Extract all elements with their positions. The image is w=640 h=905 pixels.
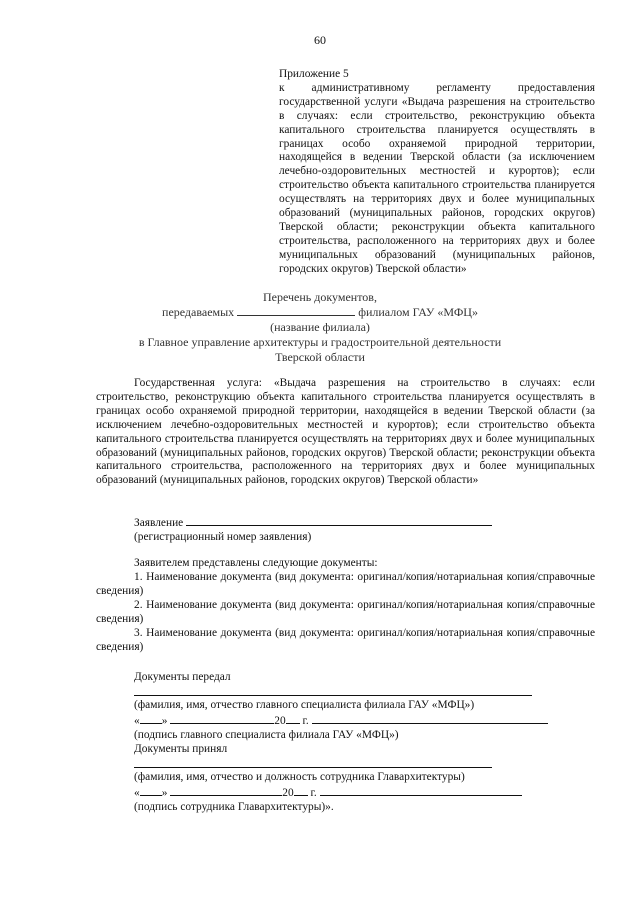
heading-prefix: передаваемых [162, 305, 235, 319]
handed-signature-blank [312, 712, 548, 724]
date-open-quote: « [134, 787, 140, 799]
month-blank [170, 784, 282, 796]
appendix-block [279, 68, 595, 277]
accepted-caption: (фамилия, имя, отчество и должность сотрудника Главархитектуры) [134, 771, 465, 783]
heading-line-3: (название филиала) [270, 320, 370, 334]
date-close-quote: » [161, 787, 168, 799]
year-suffix: г. [310, 787, 317, 799]
handed-name-blank [134, 684, 532, 696]
application-block [134, 514, 534, 544]
year-suffix: г. [302, 715, 309, 727]
accepted-signature-blank [320, 784, 522, 796]
accepted-name-row [134, 756, 594, 770]
application-number-blank [186, 514, 492, 526]
heading-line-2 [100, 305, 540, 320]
documents-list [96, 556, 595, 654]
application-label: Заявление [134, 517, 184, 529]
appendix-body: к административному регламенту предоставления государственной услуги «Выдача разрешения на строительство в случаях: если строительство, реконструкцию объекта капитального строительства планируется осуществлять в границах особо охраняемой природной территории, находящейся в ведении Тверской области (за исключением лечебно-оздоровительных местностей и курортов); если строительство объекта капитального строительства планируется осуществлять на территориях двух и более муниципальных образований (муниципальных районов, городских округов) Тверской области; реконструкции объекта капитального строительства, расположенного на территориях двух и более муниципальных образований (муниципальных районов, городских округов) Тверской области» [279, 81, 595, 275]
handed-label: Документы передал [134, 671, 231, 683]
day-blank [140, 784, 162, 796]
date-close-quote: » [161, 715, 168, 727]
heading-line-1: Перечень документов, [263, 290, 377, 304]
heading-line-5: Тверской области [275, 350, 365, 364]
year-prefix: 20 [282, 787, 294, 799]
heading-line-4: в Главное управление архитектуры и градостроительной деятельности [138, 335, 502, 349]
year-blank [294, 784, 308, 796]
document-item: 1. Наименование документа (вид документа: оригинал/копия/нотариальная копия/справочные сведения) [96, 571, 595, 597]
transfer-block [134, 670, 594, 814]
appendix-title: Приложение 5 [279, 68, 349, 80]
document-item: 2. Наименование документа (вид документа: оригинал/копия/нотариальная копия/справочные сведения) [96, 599, 595, 625]
document-heading [100, 290, 540, 365]
service-paragraph: Государственная услуга: «Выдача разрешения на строительство в случаях: если строительство, реконструкцию объекта капитального строительства планируется осуществлять в границах особо охраняемой природной территории, находящейся в ведении Тверской области (за исключением лечебно-оздоровительных местностей и курортов); если строительство объекта капитального строительства планируется осуществлять на территориях двух и более муниципальных образований (муниципальных районов, городских округов) Тверской области; реконструкции объекта капитального строительства, расположенного на территориях двух и более муниципальных образований (муниципальных районов, городских округов) Тверской области» [96, 377, 595, 487]
date-open-quote: « [134, 715, 140, 727]
document-item: 3. Наименование документа (вид документа: оригинал/копия/нотариальная копия/справочные сведения) [96, 627, 595, 653]
handed-caption: (фамилия, имя, отчество главного специалиста филиала ГАУ «МФЦ») [134, 699, 475, 711]
application-line [134, 514, 534, 530]
year-blank [286, 712, 300, 724]
day-blank [140, 712, 162, 724]
application-caption: (регистрационный номер заявления) [134, 531, 312, 543]
accepted-label: Документы принял [134, 743, 228, 755]
handed-sign-caption: (подпись главного специалиста филиала ГАУ «МФЦ») [134, 729, 399, 741]
documents-intro: Заявителем представлены следующие документы: [134, 557, 378, 569]
heading-suffix: филиалом ГАУ «МФЦ» [358, 305, 478, 319]
year-prefix: 20 [274, 715, 286, 727]
month-blank [170, 712, 274, 724]
page-number: 60 [314, 33, 326, 47]
accepted-date-row [134, 784, 594, 800]
handed-date-row [134, 712, 594, 728]
branch-name-blank [237, 305, 355, 316]
accepted-sign-caption: (подпись сотрудника Главархитектуры)». [134, 801, 334, 813]
accepted-name-blank [134, 756, 492, 768]
handed-name-row [134, 684, 594, 698]
